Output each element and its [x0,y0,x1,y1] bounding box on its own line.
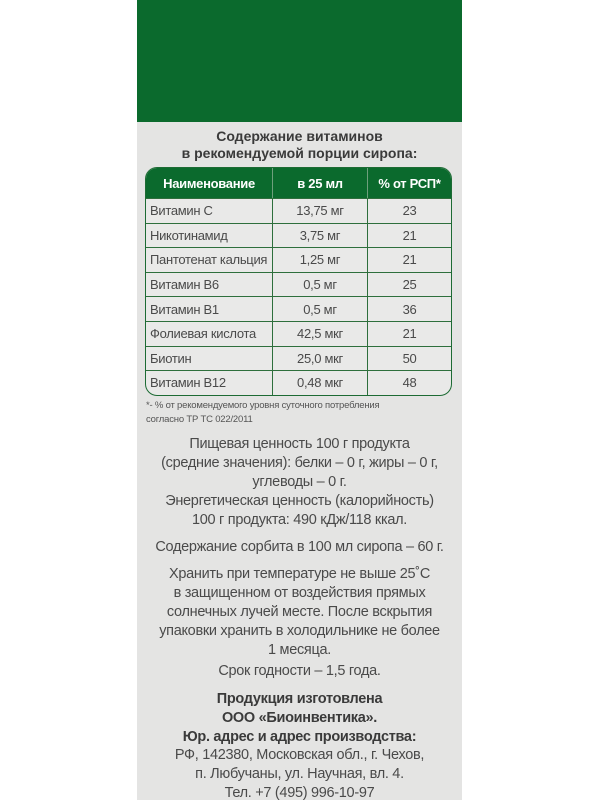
table-row [146,321,451,346]
vitamin-rsp: 21 [402,326,417,342]
table-row [146,223,451,248]
vitamin-amount: 3,75 мг [273,224,368,248]
shelf-life-text [137,662,462,681]
table-row [146,296,451,321]
energy-line-1: Энергетическая ценность (калорийность) [165,493,434,509]
storage-conditions-text [137,565,462,660]
vitamin-name: Фолиевая кислота [146,322,273,346]
vitamin-rsp: 25 [402,277,417,293]
phone-line: Тел. +7 (495) 996-10-97 [224,785,375,801]
title-line-2: в рекомендуемой порции сиропа: [181,145,418,161]
vitamin-name: Витамин С [146,199,273,223]
vitamin-rsp: 48 [402,375,417,391]
energy-value-text [137,492,462,530]
vitamin-name: Пантотенат кальция [146,248,273,272]
shelf-life-line: Срок годности – 1,5 года. [218,663,381,679]
manufacturer-line-2: ООО «Биоинвентика». [221,710,378,726]
rsp-footnote [146,399,456,427]
sorbitol-content-text [137,538,462,557]
vitamin-rsp: 23 [402,203,417,219]
nutrition-line-3: углеводы – 0 г. [252,474,347,490]
header-amount: в 25 мл [273,168,368,198]
vitamin-rsp: 36 [402,301,417,317]
vitamin-rsp: 50 [402,350,417,366]
table-row [146,198,451,223]
table-row [146,346,451,371]
storage-line-5: 1 месяца. [268,642,331,658]
vitamin-amount: 0,5 мг [273,273,368,297]
vitamin-name: Никотинамид [146,224,273,248]
table-row [146,370,451,395]
nutrition-value-text [137,435,462,492]
header-name: Наименование [146,168,273,198]
vitamin-rsp: 21 [402,252,417,268]
nutrition-line-1: Пищевая ценность 100 г продукта [189,436,410,452]
table-header-row [146,168,451,198]
nutrition-line-2: (средние значения): белки – 0 г, жиры – 0 г, [161,455,438,471]
address-line-1: РФ, 142380, Московская обл., г. Чехов, [174,747,425,763]
vitamin-amount: 1,25 мг [273,248,368,272]
vitamin-amount: 0,48 мкг [273,371,368,395]
vitamin-table [145,167,452,396]
vitamin-amount: 0,5 мг [273,297,368,321]
storage-line-4: упаковки хранить в холодильнике не более [159,623,440,639]
vitamin-amount: 25,0 мкг [273,347,368,371]
vitamin-amount: 42,5 мкг [273,322,368,346]
vitamin-name: Биотин [146,347,273,371]
header-rsp: % от РСП* [378,175,441,191]
footnote-line-2: согласно ТР ТС 022/2011 [146,414,253,425]
vitamin-amount: 13,75 мг [273,199,368,223]
energy-line-2: 100 г продукта: 490 кДж/118 ккал. [192,512,407,528]
vitamin-content-title [137,128,462,162]
storage-line-1: Хранить при температуре не выше 25˚С [168,566,431,582]
product-box-panel [137,0,462,800]
manufacturer-line-3: Юр. адрес и адрес производства: [182,729,417,745]
table-row [146,272,451,297]
table-row [146,247,451,272]
vitamin-name: Витамин В12 [146,371,273,395]
address-line-2: п. Любучаны, ул. Научная, вл. 4. [195,766,404,782]
vitamin-name: Витамин В6 [146,273,273,297]
vitamin-rsp: 21 [402,227,417,243]
footnote-line-1: *- % от рекомендуемого уровня суточного потребления [146,400,380,411]
address-text [137,746,462,803]
vitamin-name: Витамин В1 [146,297,273,321]
green-header-band [137,0,462,122]
storage-line-3: солнечных лучей месте. После вскрытия [166,604,433,620]
manufacturer-line-1: Продукция изготовлена [216,691,383,707]
manufacturer-text [137,690,462,747]
sorbitol-line: Содержание сорбита в 100 мл сиропа – 60 г. [155,539,444,555]
title-line-1: Содержание витаминов [216,128,383,144]
storage-line-2: в защищенном от воздействия прямых [173,585,426,601]
